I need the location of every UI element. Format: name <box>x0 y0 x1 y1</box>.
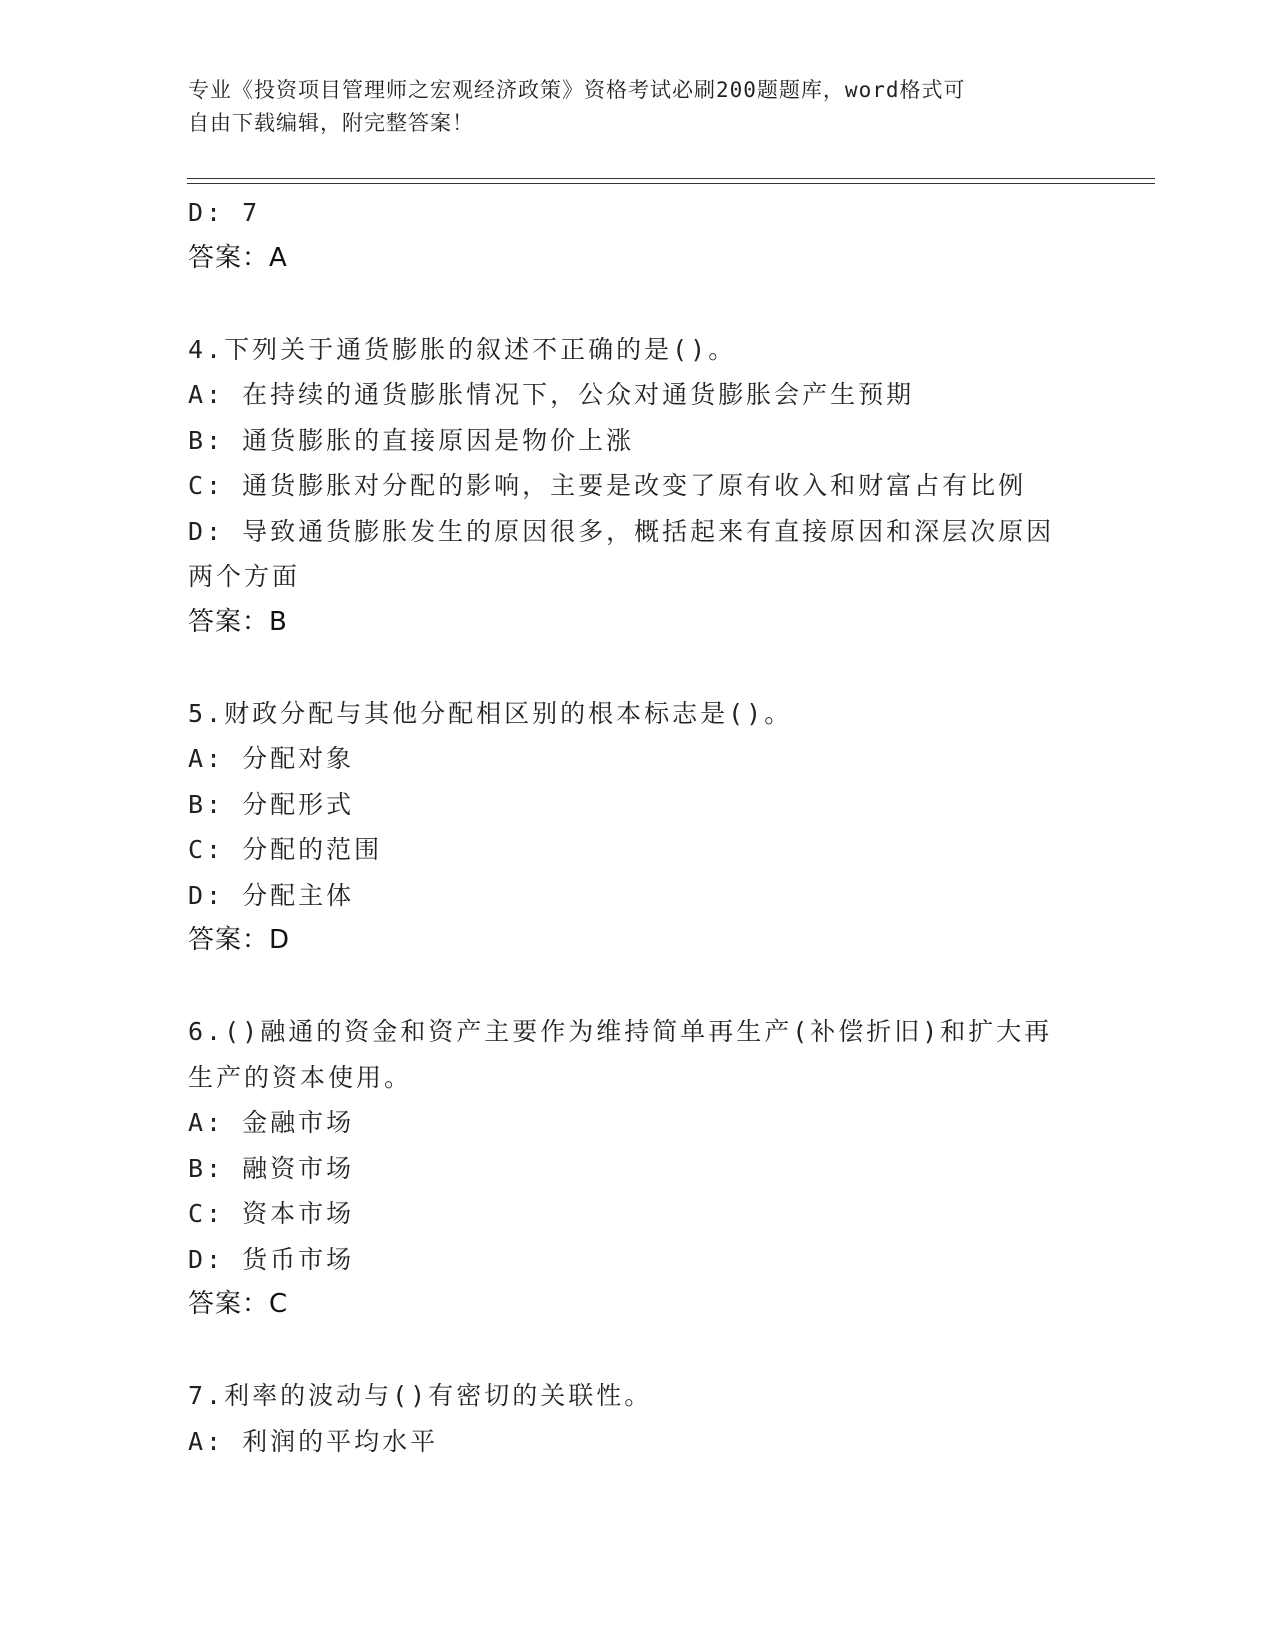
question-stem: 7.利率的波动与()有密切的关联性。 <box>188 1381 653 1410</box>
option-d-continued: 两个方面 <box>188 562 301 591</box>
question-stem: 6.()融通的资金和资产主要作为维持简单再生产(补偿折旧)和扩大再 <box>188 1017 1053 1046</box>
header-divider-bottom <box>187 183 1155 184</box>
answer: 答案：C <box>188 1289 289 1319</box>
question-stem: 5.财政分配与其他分配相区别的根本标志是()。 <box>188 698 793 728</box>
option-a: A: 分配对象 <box>188 744 355 773</box>
question-6 <box>188 1009 1088 1328</box>
spacer <box>188 964 1088 1010</box>
option-a: A: 利润的平均水平 <box>188 1426 439 1456</box>
spacer <box>188 1328 1088 1374</box>
question-5 <box>188 691 1088 964</box>
option-d: D: 货币市场 <box>188 1244 355 1274</box>
prev-option-d: D: 7 <box>188 198 261 227</box>
option-a: A: 在持续的通货膨胀情况下，公众对通货膨胀会产生预期 <box>188 380 915 409</box>
question-7 <box>188 1373 1088 1464</box>
header-line-1: 专业《投资项目管理师之宏观经济政策》资格考试必刷200题题库，word格式可 <box>188 78 966 102</box>
question-stem: 4.下列关于通货膨胀的叙述不正确的是()。 <box>188 334 737 364</box>
answer: 答案：B <box>188 606 288 637</box>
option-d: D: 分配主体 <box>188 880 355 910</box>
header-line-2: 自由下载编辑，附完整答案！ <box>188 111 474 135</box>
option-c: C: 资本市场 <box>188 1199 355 1228</box>
option-c: C: 通货膨胀对分配的影响，主要是改变了原有收入和财富占有比例 <box>188 471 1027 500</box>
answer: 答案：D <box>188 925 291 955</box>
question-4 <box>188 327 1088 646</box>
spacer <box>188 645 1088 691</box>
option-b: B: 融资市场 <box>188 1153 355 1183</box>
spacer <box>188 281 1088 327</box>
option-b: B: 分配形式 <box>188 789 355 819</box>
prev-answer: 答案：A <box>188 242 288 273</box>
header-divider-top <box>187 178 1155 179</box>
question-list <box>188 190 1088 1464</box>
question-stem-continued: 生产的资本使用。 <box>188 1062 413 1092</box>
option-b: B: 通货膨胀的直接原因是物价上涨 <box>188 425 635 455</box>
option-a: A: 金融市场 <box>188 1108 355 1137</box>
document-header <box>188 74 1068 140</box>
option-d: D: 导致通货膨胀发生的原因很多，概括起来有直接原因和深层次原因 <box>188 516 1055 546</box>
option-c: C: 分配的范围 <box>188 835 383 864</box>
